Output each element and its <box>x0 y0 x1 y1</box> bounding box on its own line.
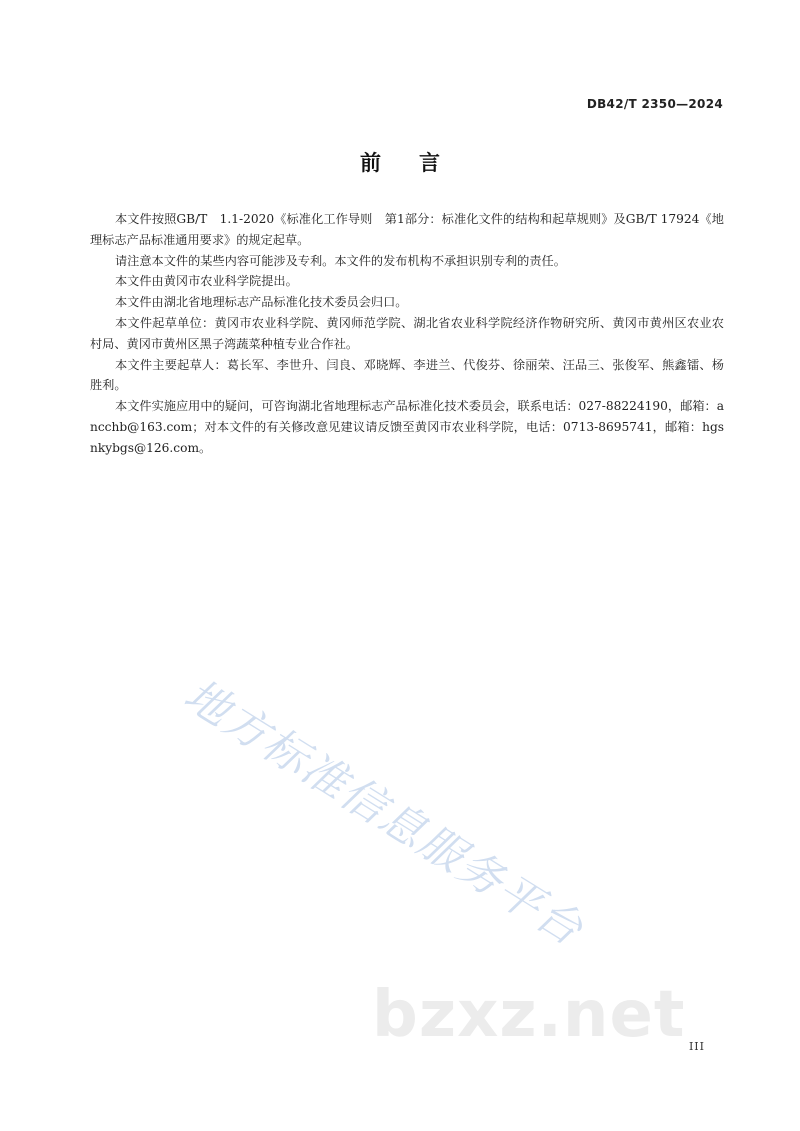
paragraph-drafting-rules: 本文件按照GB/T 1.1-2020《标准化工作导则 第1部分：标准化文件的结构和起草规则》及GB/T 17924《地理标志产品标准通用要求》的规定起草。 <box>90 212 724 247</box>
platform-watermark: 地方标准信息服务平台 <box>175 669 593 957</box>
paragraph-drafters: 本文件主要起草人：葛长军、李世升、闫良、邓晓辉、李进兰、代俊芬、徐丽荣、汪品三、张俊军、熊鑫镭、杨胜利。 <box>90 357 724 393</box>
page-title: 前言 <box>360 151 478 175</box>
document-code: DB42/T 2350—2024 <box>586 97 723 111</box>
page-number: III <box>688 1040 705 1053</box>
paragraph-proposer: 本文件由黄冈市农业科学院提出。 <box>115 274 298 289</box>
paragraph-patent-notice: 请注意本文件的某些内容可能涉及专利。本文件的发布机构不承担识别专利的责任。 <box>115 253 566 268</box>
paragraph-contact-info: 本文件实施应用中的疑问，可咨询湖北省地理标志产品标准化技术委员会，联系电话：027-88224190，邮箱：ancchb@163.com；对本文件的有关修改意见建议请反馈至黄冈市农业科学院，电话：0713-8695741，邮箱：hgsnkybgs@126.com。 <box>90 399 724 455</box>
foreword-body <box>90 209 724 459</box>
site-watermark: bzxz.net <box>372 978 686 1052</box>
paragraph-drafting-units: 本文件起草单位：黄冈市农业科学院、黄冈师范学院、湖北省农业科学院经济作物研究所、黄冈市黄州区农业农村局、黄冈市黄州区黑子湾蔬菜种植专业合作社。 <box>90 315 724 351</box>
paragraph-responsible-committee: 本文件由湖北省地理标志产品标准化技术委员会归口。 <box>115 295 408 310</box>
